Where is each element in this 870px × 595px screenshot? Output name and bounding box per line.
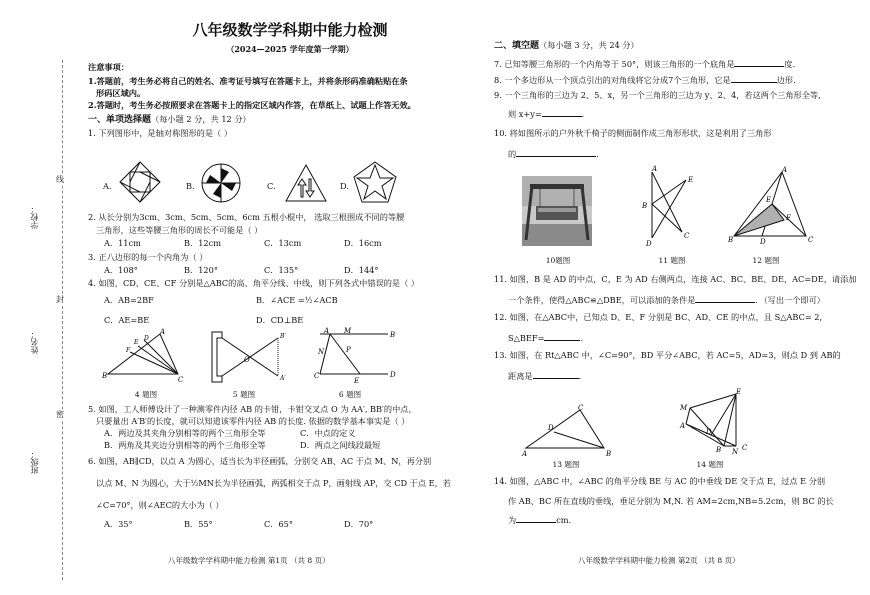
svg-text:A′: A′: [280, 375, 286, 382]
svg-text:D: D: [760, 238, 766, 246]
svg-text:A: A: [160, 328, 166, 336]
svg-text:D: D: [548, 424, 554, 432]
question-6a: 6. 如图，AB∥CD，以点 A 为圆心，适当长为半径画弧，分别交 AB、AC 于点 M、N，再分别: [88, 456, 432, 466]
figure-5-caliper: [208, 330, 288, 384]
figure-11-caption: 11 题图: [658, 256, 686, 265]
q3-option-a: A．108°: [104, 265, 138, 275]
class-label: 班级：: [30, 450, 39, 474]
svg-text:C: C: [178, 376, 184, 384]
q1-option-a-figure: [118, 160, 162, 204]
svg-text:M: M: [344, 327, 352, 335]
question-3: 3. 正八边形的每一个内角为（ ）: [88, 252, 208, 262]
q1-option-d-label: D.: [340, 181, 349, 191]
question-6c: ∠C=70°，则∠AEC的大小为（ ）: [96, 500, 224, 510]
q3-option-d: D．144°: [344, 265, 379, 275]
question-10a: 10. 将如图所示的户外秋千椅子的侧面制作成三角形形状，这是利用了三角形: [494, 128, 772, 138]
question-13a: 13. 如图，在 Rt△ABC 中，∠C=90°，BD 平分∠ABC，若 AC=5，AD=3，则点 D 到 AB的: [494, 350, 841, 360]
q5-option-b: B．两角及其夹边分别相等的两个三角形全等: [104, 440, 266, 450]
svg-text:M: M: [680, 404, 688, 412]
svg-text:B: B: [390, 331, 396, 339]
question-6b: 以点 M、N 为圆心，大于½MN长为半径画弧，两弧相交于点 P，画射线 AP，交 CD 于点 E，若: [96, 478, 451, 488]
name-label: 姓名：: [30, 330, 39, 354]
figure-4-caption: 4 题图: [134, 390, 158, 399]
q6-option-d: D．70°: [344, 519, 374, 529]
q2-option-a: A．11cm: [104, 238, 141, 248]
svg-text:A: A: [652, 165, 658, 173]
question-11b: 一个条件，使得△ABC≌△DBE，可以添加的条件是 ．（写出一个即可）: [508, 295, 825, 305]
note-1b: 形码区域内。: [96, 88, 146, 98]
svg-text:A: A: [782, 166, 788, 174]
exam-subtitle: （2024—2025 学年度第一学期）: [226, 44, 354, 54]
svg-text:B′: B′: [280, 333, 286, 340]
svg-text:A: A: [522, 450, 528, 458]
svg-text:B: B: [102, 372, 108, 380]
svg-text:N: N: [318, 348, 325, 356]
figure-6-parallel-lines: [312, 328, 402, 386]
section-1-heading: 一、单项选择题（每小题 2 分，共 12 分）: [88, 114, 251, 125]
q4-option-b: B．∠ACE =½∠ACB: [256, 295, 338, 305]
binding-mark-mi: 密: [56, 410, 64, 419]
question-2a: 2. 从长分别为3cm、3cm、5cm、5cm、6cm 五根小棍中， 选取三根围成不同的等腰: [88, 212, 405, 222]
binding-mark-xian: 线: [56, 175, 64, 184]
svg-text:C: C: [742, 444, 748, 452]
question-14b: 作 AB、BC 所在直线的垂线，垂足分别为 M,N. 若 AM=2cm,NB=5.2cm，则 BC 的长: [508, 496, 834, 506]
figure-12-caption: 12 题图: [752, 256, 780, 265]
svg-text:P: P: [346, 346, 351, 354]
note-1a: 1.答题前，考生务必将自己的姓名、准考证号填写在答题卡上，并将条形码准确粘贴在条: [88, 76, 408, 86]
svg-text:E: E: [688, 176, 694, 184]
question-5a: 5. 如图，工人师傅设计了一种测零件内径 AB 的卡钳，卡钳交叉点 O 为 AA′, BB′的中点，: [88, 404, 417, 414]
left-page-footer: 八年级数学学科期中能力检测 第1页 （共 8 页）: [168, 556, 330, 565]
svg-text:E: E: [354, 377, 360, 385]
question-9a: 9. 一个三角形的三边为 2、5、x，另一个三角形的三边为 y、2、4，若这两个三角形全等,: [494, 90, 821, 100]
q1-option-c-label: C.: [267, 181, 276, 191]
q1-option-b-figure: [200, 162, 242, 204]
q2-option-b: B．12cm: [184, 238, 221, 248]
q2-option-c: C．13cm: [264, 238, 302, 248]
figure-10-swing-photo: [522, 176, 592, 246]
svg-text:A: A: [680, 422, 686, 430]
svg-text:E: E: [134, 339, 139, 346]
figure-10-caption: 10题图: [545, 256, 571, 265]
notes-heading: 注意事项：: [88, 62, 129, 72]
binding-dash-line: [62, 60, 63, 580]
question-14a: 14. 如图，△ABC 中，∠ABC 的角平分线 BE 与 AC 的中垂线 DE 交于点 E，过点 E 分别: [494, 476, 826, 486]
figure-13-caption: 13 题图: [552, 460, 580, 469]
svg-text:E: E: [736, 388, 742, 396]
question-4: 4. 如图，CD、CE、CF 分别是△ABC的高、角平分线、中线，则下列各式中错误的是（ ）: [88, 278, 420, 288]
svg-text:B: B: [606, 450, 612, 458]
svg-text:B: B: [642, 202, 648, 210]
svg-text:O: O: [244, 356, 250, 364]
svg-text:F: F: [126, 347, 131, 354]
question-12: 12. 如图，在△ABC中，已知点 D、E、F 分别是 BC、AD、CE 的中点，且 S△ABC= 2,: [494, 312, 823, 322]
q1-option-a-label: A.: [103, 181, 112, 191]
svg-text:D: D: [144, 335, 149, 342]
question-10b: 的 .: [508, 149, 599, 159]
question-2b: 三角形，这些等腰三角形的周长不可能是（ ）: [96, 225, 263, 235]
figure-12-shaded-triangle: [726, 166, 816, 246]
svg-text:C: C: [578, 404, 584, 412]
q5-option-c: C．中点的定义: [300, 428, 356, 438]
svg-text:D: D: [390, 371, 396, 379]
section-2-heading: 二、填空题（每小题 3 分，共 24 分）: [494, 40, 639, 51]
q4-option-a: A．AB=2BF: [104, 295, 154, 305]
question-5b: 只要量出 A′B′的长度，就可以知道该零件内径 AB 的长度. 依据的数学基本事实是（ ）: [96, 416, 410, 426]
svg-text:D: D: [646, 240, 652, 248]
q5-option-d: D．两点之间线段最短: [300, 440, 381, 450]
figure-11-crossing-triangles: [640, 166, 700, 246]
school-label: 学校：: [30, 205, 39, 229]
note-2: 2.答题时，考生务必按照要求在答题卡上的指定区域内作答，在草纸上、试题上作答无效。: [88, 100, 416, 110]
svg-text:C: C: [314, 372, 320, 380]
q5-option-a: A．两边及其夹角分别相等的两个三角形全等: [104, 428, 266, 438]
right-page-footer: 八年级数学学科期中能力检测 第2页 （共 8 页）: [578, 556, 740, 565]
svg-text:F: F: [786, 214, 791, 222]
figure-6-caption: 6 题图: [338, 390, 362, 399]
question-11a: 11. 如图，B 是 AD 的中点，C，E 为 AD 右侧两点，连接 AC、BC、BE、DE，AC=DE，请添加: [494, 274, 857, 284]
svg-text:E: E: [766, 196, 772, 204]
q6-option-a: A．35°: [104, 519, 133, 529]
figure-14-caption: 14 题图: [696, 460, 724, 469]
q4-option-c: C．AE=BE: [104, 315, 150, 325]
figure-4-triangle: [100, 330, 190, 382]
svg-text:B: B: [728, 236, 734, 244]
q1-option-b-label: B.: [186, 181, 195, 191]
svg-text:D: D: [706, 428, 712, 436]
svg-text:B: B: [716, 446, 722, 454]
q2-option-d: D．16cm: [344, 238, 382, 248]
svg-text:A: A: [324, 327, 330, 335]
question-12b: S△BEF= .: [508, 333, 584, 343]
svg-text:C: C: [684, 232, 690, 240]
svg-text:C: C: [808, 236, 814, 244]
question-9b: 则 x+y= .: [508, 109, 585, 119]
question-1: 1. 下列图形中，是轴对称图形的是（ ）: [88, 128, 233, 138]
binding-mark-feng: 封: [56, 295, 64, 304]
q1-option-c-figure: [284, 163, 328, 203]
q4-option-d: D．CD⊥BE: [256, 315, 304, 325]
figure-5-caption: 5 题图: [232, 390, 256, 399]
question-7: 7. 已知等腰三角形的一个内角等于 50°，则该三角形的一个底角是 度.: [494, 59, 796, 69]
q1-option-d-figure: [352, 160, 398, 204]
figure-13-right-triangle: [522, 404, 612, 456]
q6-option-b: B．55°: [184, 519, 213, 529]
q3-option-c: C．135°: [264, 265, 299, 275]
question-13b: 距离是 .: [508, 371, 582, 381]
exam-title: 八年级数学学科期中能力检测: [192, 21, 388, 39]
question-8: 8. 一个多边形从一个顶点引出的对角线将它分成7个三角形，它是 边形.: [494, 75, 796, 85]
q6-option-c: C．65°: [264, 519, 293, 529]
figure-14-bisector-triangle: [676, 388, 756, 454]
q3-option-b: B．120°: [184, 265, 218, 275]
question-14c: 为 cm.: [508, 515, 572, 525]
svg-text:N: N: [732, 448, 739, 456]
